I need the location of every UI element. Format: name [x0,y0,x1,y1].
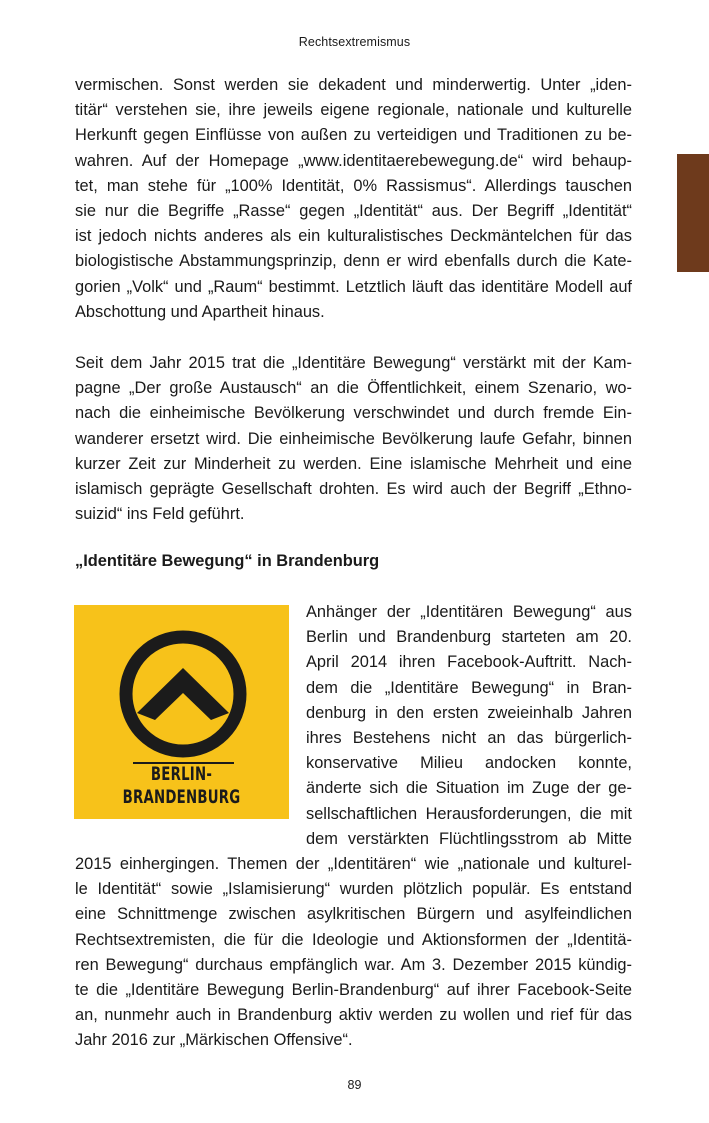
paragraph-3-continued [75,852,632,1054]
text-line: sie nur die Begriffe „Rasse“ gegen „Identität“ aus. Der Begriff „Identität“ [75,201,632,220]
text-line: kurzer Zeit zur Minderheit zu werden. Eine islamische Mehrheit und eine [75,454,632,473]
paragraph-2 [75,351,632,527]
text-line: ihres Bestehens nicht an das bürgerlich- [306,728,632,747]
text-line: nach die einheimische Bevölkerung verschwindet und durch fremde Ein- [75,404,632,423]
text-line: titär“ verstehen sie, ihre jeweils eigene regionale, nationale und kulturelle [75,101,632,120]
text-line: Jahr 2016 zur „Märkischen Offensive“. [75,1031,353,1050]
page-number: 89 [347,1078,362,1092]
text-line: wanderer ersetzt wird. Die einheimische Bevölkerung laufe Gefahr, binnen [75,429,632,448]
text-line: 2015 einhergingen. Themen der „Identitären“ wie „nationale und kulturel- [75,855,632,873]
text-line: Herkunft gegen Einflüsse von außen zu verteidigen und Traditionen zu be- [75,126,632,145]
text-line: pagne „Der große Austausch“ an die Öffentlichkeit, einem Szenario, wo- [75,379,632,398]
chapter-side-tab [677,154,709,272]
text-line: suizid“ ins Feld geführt. [75,505,245,524]
text-line: denburg in den ersten zweieinhalb Jahren [306,703,632,722]
text-line: le Identität“ sowie „Islamisierung“ wurden plötzlich populär. Es entstand [75,880,632,899]
text-line: te die „Identitäre Bewegung Berlin-Brandenburg“ auf ihrer Facebook-Seite [75,980,632,999]
text-line: tet, man stehe für „100% Identität, 0% Rassismus“. Allerdings tauschen [75,176,632,195]
text-line: dem die „Identitäre Bewegung“ in Bran- [306,678,632,697]
text-line: konservative Milieu andocken konnte, [306,754,632,773]
paragraph-3-beside-logo [306,600,632,852]
text-line: ren Bewegung“ durchaus empfänglich war. Am 3. Dezember 2015 kündig- [75,955,632,974]
logo-text-brandenburg: BRANDENBURG [122,787,241,808]
text-line: Seit dem Jahr 2015 trat die „Identitäre Bewegung“ verstärkt mit der Kam- [75,354,632,372]
text-line: wahren. Auf der Homepage „www.identitaerebewegung.de“ wird behaup- [75,151,632,170]
text-line: biologistische Abstammungsprinzip, denn er wird ebenfalls durch die Kate- [75,252,632,271]
text-line: gorien „Volk“ und „Raum“ bestimmt. Letztlich läuft das identitäre Modell auf [75,277,632,296]
paragraph-1 [75,73,632,325]
text-line: sellschaftlichen Herausforderungen, die mit [306,804,632,823]
logo-text-berlin: BERLIN- [150,764,213,785]
identitaere-bewegung-logo [74,605,289,819]
text-line: Abschottung und Apartheit hinaus. [75,302,325,321]
text-line: dem verstärkten Flüchtlingsstrom ab Mitte [306,829,632,848]
text-line: islamisch geprägte Gesellschaft drohten. Es wird auch der Begriff „Ethno- [75,479,632,498]
section-heading: „Identitäre Bewegung“ in Brandenburg [75,552,380,570]
text-line: an, nunmehr auch in Brandenburg aktiv werden zu wollen und rief für das [75,1006,632,1025]
text-line: eine Schnittmenge zwischen asylkritischen Bürgern und asylfeindlichen [75,905,632,924]
text-line: ist jedoch nichts anderes als ein kulturalistisches Deckmäntelchen für das [75,227,632,246]
text-line: änderte sich die Situation im Zuge der ge- [306,779,632,798]
text-line: April 2014 ihren Facebook-Auftritt. Nach- [306,653,632,672]
text-line: Berlin und Brandenburg starteten am 20. [306,628,632,647]
running-head: Rechtsextremismus [298,35,411,49]
text-line: Anhänger der „Identitären Bewegung“ aus [306,603,632,621]
text-line: vermischen. Sonst werden sie dekadent und minderwertig. Unter „iden- [75,76,632,94]
text-line: Rechtsextremisten, die für die Ideologie und Aktionsformen der „Identitä- [75,930,632,949]
